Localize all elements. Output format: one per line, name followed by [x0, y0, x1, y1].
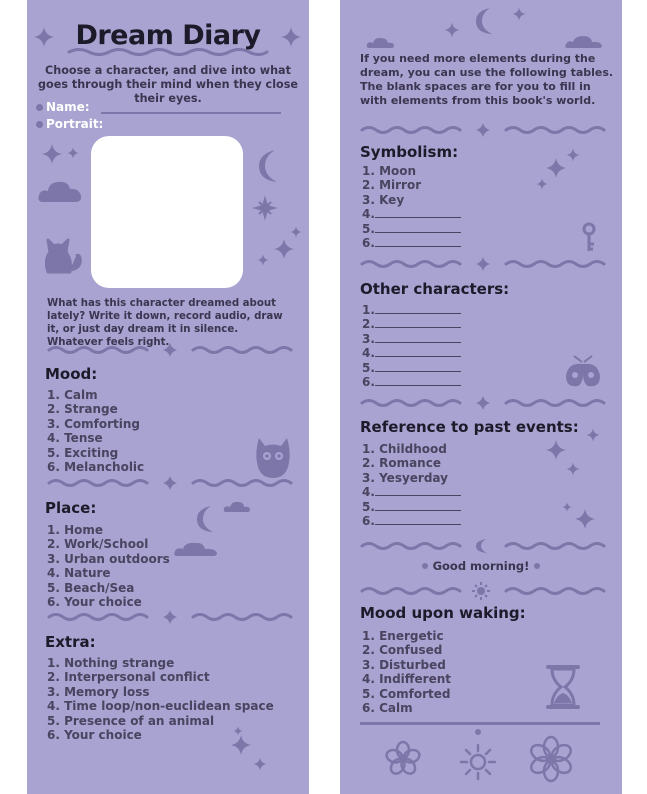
other-characters-heading: Other characters:: [360, 280, 510, 298]
sparkle-icon: [566, 148, 580, 162]
blank-field: [375, 347, 461, 357]
sparkle-icon: [562, 502, 572, 512]
list-item: 1. Childhood: [362, 442, 447, 456]
list-item: 6. Calm: [362, 700, 413, 715]
list-item: 1. Moon: [362, 164, 417, 178]
blank-field: [375, 362, 461, 372]
list-item: 2. Mirror: [362, 178, 422, 193]
sun-icon: [458, 742, 498, 782]
blank-field: [375, 208, 461, 218]
right-intro-1: If you need more elements during the dream, you can use the following tables.: [360, 52, 614, 79]
bottom-rule: [360, 722, 600, 725]
portrait-label: Portrait:: [46, 117, 104, 131]
list-item: 2. Interpersonal conflict: [47, 670, 210, 685]
list-item: 3. Urban outdoors: [47, 551, 170, 566]
mood-list: [47, 388, 144, 474]
sparkle-icon: [566, 462, 580, 476]
sparkle-icon: [253, 757, 267, 771]
left-page: [27, 0, 309, 794]
symbolism-heading: Symbolism:: [360, 143, 459, 161]
divider: [360, 538, 606, 554]
list-item: 4. Tense: [47, 431, 103, 446]
flower-icon: [526, 734, 576, 784]
list-item: 4. Time loop/non-euclidean space: [47, 699, 274, 714]
list-item: 2. Romance: [362, 456, 441, 471]
list-item: 4. Nature: [47, 566, 111, 581]
sparkle-icon: [271, 236, 297, 262]
mood-heading: Mood:: [45, 365, 98, 383]
sparkle-icon: [572, 506, 598, 532]
list-item: 6. Melancholic: [47, 459, 145, 474]
list-item: 3. Disturbed: [362, 657, 446, 672]
list-item: 4.: [362, 207, 461, 221]
blank-field: [375, 304, 461, 314]
moon-icon: [193, 504, 221, 534]
cloud-icon: [564, 34, 604, 50]
divider: [360, 396, 606, 410]
past-events-list: [362, 442, 461, 528]
blank-field: [375, 486, 461, 496]
sparkle-icon: [444, 22, 460, 38]
sparkle-icon: [67, 147, 79, 159]
divider: [360, 257, 606, 271]
list-item: 4.: [362, 346, 461, 360]
divider: [47, 343, 293, 357]
list-item: 1. Nothing strange: [47, 656, 175, 670]
list-item: 3. Yesyerday: [362, 470, 448, 485]
list-item: 1. Calm: [47, 388, 98, 402]
list-item: 2. Work/School: [47, 537, 149, 552]
bullet-dot: [36, 121, 43, 128]
list-item: 3. Key: [362, 192, 405, 207]
waking-list: [362, 629, 451, 715]
right-page: [340, 0, 622, 794]
title-underline: [67, 46, 269, 58]
name-field[interactable]: [101, 112, 281, 114]
moon-icon: [255, 148, 287, 184]
list-item: 6.: [362, 236, 461, 250]
blank-field: [375, 515, 461, 525]
name-label: Name:: [46, 100, 90, 114]
list-item: 5.: [362, 500, 461, 514]
cloud-icon: [37, 176, 83, 206]
list-item: 3. Memory loss: [47, 684, 150, 699]
list-item: 5.: [362, 361, 461, 375]
list-item: 5. Exciting: [47, 445, 119, 460]
divider: [47, 610, 293, 624]
hourglass-icon: [546, 664, 580, 710]
list-item: 1. Home: [47, 523, 104, 537]
key-icon: [578, 222, 600, 254]
flower-icon: [384, 740, 422, 778]
sparkle-icon: [253, 196, 277, 220]
list-item: 1. Energetic: [362, 629, 444, 643]
owl-icon: [253, 434, 293, 480]
intro-text: Choose a character, and dive into what goes through their mind when they close their eyes.: [38, 64, 298, 105]
good-morning-text: Good morning!: [432, 559, 530, 573]
divider: [47, 476, 293, 490]
list-item: 3. Comforting: [47, 416, 141, 431]
bullet-dot: [36, 104, 43, 111]
list-item: 2.: [362, 317, 461, 331]
divider: [360, 123, 606, 137]
other-characters-list: [362, 303, 461, 389]
cloud-icon: [173, 540, 219, 558]
blank-field: [375, 501, 461, 511]
bullet-dot: [475, 729, 481, 735]
list-item: 2. Confused: [362, 643, 443, 658]
list-item: 3.: [362, 332, 461, 346]
cloud-icon: [366, 36, 396, 50]
sparkle-icon: [257, 254, 269, 266]
symbolism-list: [362, 164, 461, 250]
list-item: 5. Comforted: [362, 686, 451, 701]
sparkle-icon: [41, 143, 63, 165]
blank-field: [375, 237, 461, 247]
right-intro-2: The blank spaces are for you to fill in with elements from this book's world.: [360, 80, 596, 107]
cloud-icon: [223, 500, 251, 514]
list-item: 5. Presence of an animal: [47, 713, 215, 728]
sparkle-icon: [278, 24, 304, 50]
list-item: 1.: [362, 303, 461, 317]
list-item: 4. Indifferent: [362, 672, 451, 687]
bullet-dot: [534, 563, 540, 569]
list-item: 6. Your choice: [47, 727, 142, 742]
divider: [360, 582, 606, 600]
list-item: 6. Your choice: [47, 594, 142, 609]
waking-heading: Mood upon waking:: [360, 604, 526, 622]
list-item: 2. Strange: [47, 402, 118, 417]
moth-icon: [562, 354, 604, 396]
list-item: 6.: [362, 514, 461, 528]
sparkle-icon: [233, 726, 243, 736]
portrait-box[interactable]: [91, 136, 243, 288]
blank-field: [375, 376, 461, 386]
moon-icon: [472, 6, 500, 36]
blank-field: [375, 318, 461, 328]
sparkle-icon: [536, 178, 548, 190]
extra-heading: Extra:: [45, 633, 96, 651]
place-heading: Place:: [45, 499, 97, 517]
list-item: 5. Beach/Sea: [47, 580, 135, 595]
sparkle-icon: [31, 24, 57, 50]
place-list: [47, 523, 170, 609]
blank-field: [375, 333, 461, 343]
list-item: 6.: [362, 375, 461, 389]
sparkle-icon: [586, 428, 600, 442]
prompt-text: What has this character dreamed about lately? Write it down, record audio, draw it, or just day dream it in silence. Whatever feels right.: [47, 298, 283, 348]
page-title: Dream Diary: [75, 20, 261, 51]
past-events-heading: Reference to past events:: [360, 418, 579, 436]
sparkle-icon: [290, 226, 302, 238]
cat-icon: [42, 232, 86, 276]
list-item: 5.: [362, 222, 461, 236]
blank-field: [375, 223, 461, 233]
sparkle-icon: [512, 7, 526, 21]
list-item: 4.: [362, 485, 461, 499]
sparkle-icon: [542, 436, 570, 464]
